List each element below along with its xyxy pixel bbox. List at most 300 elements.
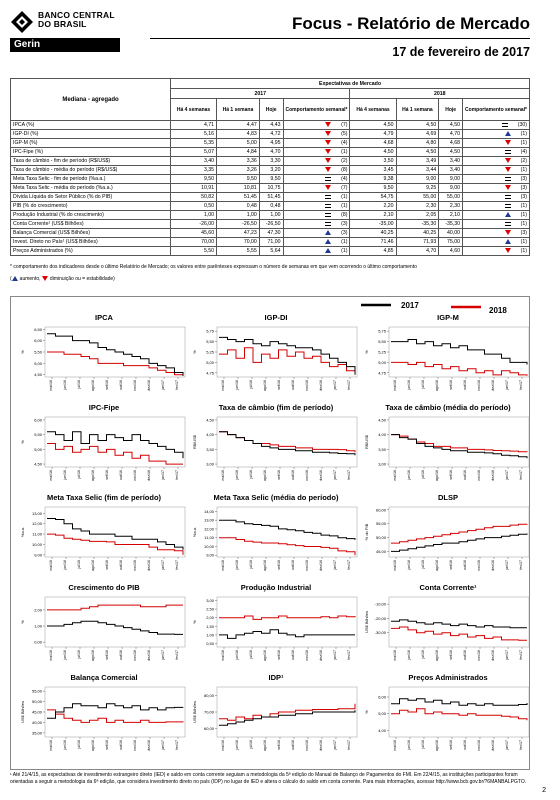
cell-2017: 1,00 [217,211,260,220]
cell-2017: 1,00 [171,211,217,220]
x-tick-label: jun/16 [63,560,67,570]
cell-2018: 4,50 [396,148,439,157]
x-tick-label: jan/17 [161,560,165,570]
x-tick-label: out/16 [463,650,467,660]
x-tick-label: set/16 [105,650,109,660]
expectations-table [10,78,530,256]
cell-2017: 3,30 [259,157,283,166]
plot-border [217,507,357,557]
y-tick-label: 50,00 [31,699,42,705]
y-tick-label: 6,00 [378,694,386,700]
x-tick-label: ago/16 [263,740,267,751]
cell-2017: 5,00 [217,139,260,148]
x-tick-label: out/16 [291,650,295,660]
chart-plot [191,323,361,399]
cell-2017: 4,83 [217,130,260,139]
chart-8 [363,493,533,581]
series-2017-line [219,710,355,725]
y-tick-label: 1,50 [206,623,214,629]
chart-7 [191,493,361,581]
cell-2017: -26,00 [171,220,217,229]
x-tick-label: mai/16 [49,560,53,571]
weeks-count: (4) [520,149,527,155]
row-label: Preços Administrados (%) [11,247,171,256]
y-tick-label: 35,00 [31,730,42,736]
cell-2017: 10,75 [259,184,283,193]
cell-2018: 9,00 [439,175,463,184]
median-header: Mediana - agregado [11,79,171,121]
cell-2017: 4,47 [217,121,260,130]
x-tick-label: out/16 [291,560,295,570]
cell-2018: 55,00 [396,193,439,202]
x-tick-label: nov/16 [477,470,481,481]
x-tick-label: jan/17 [333,470,337,480]
x-tick-label: set/16 [449,650,453,660]
cell-2018: 4,60 [439,247,463,256]
table-row [11,157,530,166]
cell-2018: 4,85 [350,247,396,256]
y-axis-label: % [20,440,25,444]
x-tick-label: fev/17 [175,560,179,570]
weeks-count: (1) [520,221,527,227]
col-behavior: Comportamento semanal* [283,99,350,121]
report-header [0,0,560,70]
cell-2018: 71,93 [396,238,439,247]
x-tick-label: dez/16 [491,740,495,751]
row-label: IPC-Fipe (%) [11,148,171,157]
y-axis-label: % [20,620,25,624]
chart-plot [363,683,533,759]
y-tick-label: 5,50 [206,339,214,345]
cell-2017: 47,30 [259,229,283,238]
cell-2017: 4,72 [259,130,283,139]
chart-title: DLSP [437,493,458,502]
y-tick-label: 11,00 [204,535,214,541]
chart-title: Taxa de câmbio (média do período) [385,403,511,412]
x-tick-label: jun/16 [235,470,239,480]
behavior-2018 [463,184,530,193]
series-2017-line [47,334,183,376]
page-number: 2 [542,787,546,794]
y-tick-label: 0,50 [206,641,214,647]
behavior-2018 [463,121,530,130]
chart-13 [191,673,361,761]
y-tick-label: 4,50 [34,372,42,378]
behavior-2018 [463,211,530,220]
chart-title: IPC-Fipe [88,403,120,412]
cell-2018: 4,69 [396,130,439,139]
plot-border [45,417,185,467]
x-tick-label: jan/17 [505,740,509,750]
x-tick-label: nov/16 [477,380,481,391]
y-axis-label: % [192,350,197,354]
cell-2018: 4,68 [439,139,463,148]
cell-2018: 3,40 [439,166,463,175]
down-triangle-icon [505,140,511,145]
x-tick-label: jan/17 [161,650,165,660]
x-tick-label: jun/16 [407,650,411,660]
down-triangle-icon [505,248,511,253]
x-tick-label: fev/17 [519,560,523,570]
series-2018-line [391,435,527,453]
weeks-count: (2) [520,158,527,164]
y-tick-label: 13,00 [31,510,42,516]
x-tick-label: out/16 [463,470,467,480]
weeks-count: (1) [341,149,348,155]
legend-up-label: aumento, [19,276,41,282]
cell-2017: 5,55 [217,247,260,256]
x-tick-label: mai/16 [393,470,397,481]
plot-border [389,417,529,467]
y-tick-label: 5,50 [34,432,42,438]
table-row [11,247,530,256]
report-date: 17 de fevereiro de 2017 [392,45,530,59]
y-tick-label: 4,75 [206,370,214,376]
chart-plot [363,593,533,669]
y-tick-label: 4,50 [206,417,214,423]
chart-title: IDP¹ [268,673,284,682]
y-tick-label: 70,00 [203,709,214,715]
x-tick-label: jul/16 [249,470,253,479]
equal-icon [505,195,511,199]
x-tick-label: set/16 [277,740,281,750]
y-tick-label: 5,00 [378,359,386,365]
chart-title: Produção Industrial [240,583,312,592]
behavior-2017 [283,148,350,157]
y-tick-label: 5,25 [206,349,214,355]
y-tick-label: 45,00 [375,548,386,554]
up-triangle-icon [325,230,331,235]
x-tick-label: mai/16 [49,740,53,751]
y-tick-label: 3,00 [206,461,214,467]
cell-2018: 54,75 [350,193,396,202]
y-tick-label: 3,00 [378,461,386,467]
y-tick-label: 10,00 [31,542,42,547]
y-tick-label: 3,00 [206,597,214,603]
x-tick-label: nov/16 [133,650,137,661]
behavior-2017 [283,139,350,148]
behavior-2017 [283,130,350,139]
cell-2017: 0,48 [259,202,283,211]
chart-title: Crescimento do PIB [68,583,140,592]
x-tick-label: out/16 [119,650,123,660]
y-tick-label: 11,00 [32,531,42,537]
x-tick-label: jul/16 [421,560,425,569]
cell-2018: 4,50 [439,148,463,157]
chart-plot [19,323,189,399]
x-tick-label: nov/16 [305,380,309,391]
x-tick-label: ago/16 [435,560,439,571]
x-tick-label: jun/16 [407,470,411,480]
y-tick-label: 4,50 [378,417,386,423]
y-tick-label: 9,00 [34,552,42,558]
x-tick-label: ago/16 [263,560,267,571]
equal-icon [325,177,331,181]
y-tick-label: 13,00 [203,517,214,523]
y-tick-label: 5,00 [34,360,42,366]
weeks-count: (7) [341,122,348,128]
table-row [11,139,530,148]
x-tick-label: out/16 [119,470,123,480]
weeks-count: (1) [341,203,348,209]
cell-2018: 55,00 [439,193,463,202]
x-tick-label: out/16 [291,740,295,750]
x-tick-label: nov/16 [477,560,481,571]
col-4-weeks: Há 4 semanas [350,99,396,121]
chart-title: Meta Taxa Selic (média do período) [213,493,339,502]
x-tick-label: set/16 [277,650,281,660]
weeks-count: (1) [520,212,527,218]
weeks-count: (1) [520,167,527,173]
x-tick-label: nov/16 [133,470,137,481]
weeks-count: (30) [517,122,527,128]
x-tick-label: fev/17 [347,740,351,750]
y-axis-label: US$ Bilhões [20,700,25,724]
cell-2017: 3,36 [217,157,260,166]
table-note: * comportamento dos indicadores desde o último Relatório de Mercado; os valores entre parênteses expressam o número de semanas em que vem ocorrendo o último comportamento [10,264,417,270]
x-tick-label: mai/16 [49,650,53,661]
x-tick-label: jan/17 [505,650,509,660]
plot-border [45,687,185,737]
cell-2017: 50,82 [171,193,217,202]
cell-2017: 4,84 [217,148,260,157]
x-tick-label: dez/16 [319,380,323,391]
x-tick-label: jun/16 [63,740,67,750]
x-tick-label: set/16 [449,380,453,390]
series-2018-line [391,362,527,375]
cell-2017: 4,95 [259,139,283,148]
weeks-count: (3) [341,221,348,227]
down-triangle-icon [325,185,331,190]
table-row [11,238,530,247]
cell-2017: 71,00 [259,238,283,247]
weeks-count: (3) [520,194,527,200]
x-tick-label: set/16 [277,380,281,390]
down-triangle-icon [42,276,48,281]
chart-14 [363,673,533,761]
row-label: Produção Industrial (% do crescimento) [11,211,171,220]
row-label: IGP-M (%) [11,139,171,148]
chart-title: Meta Taxa Selic (fim de período) [46,493,162,502]
x-tick-label: dez/16 [147,380,151,391]
x-tick-label: set/16 [105,740,109,750]
x-tick-label: jul/16 [77,740,81,749]
cell-2018: 4,50 [350,148,396,157]
series-2018-line [391,709,527,721]
cell-2017: 5,16 [171,130,217,139]
series-2017-line [391,534,527,552]
cell-2018: 40,25 [350,229,396,238]
behavior-2017 [283,211,350,220]
behavior-2018 [463,175,530,184]
up-triangle-icon [505,239,511,244]
chart-5 [363,403,533,491]
cell-2017: 3,35 [171,166,217,175]
y-tick-label: 2,00 [34,607,42,613]
behavior-2017 [283,166,350,175]
chart-plot [19,683,189,759]
series-2018-line [47,710,183,723]
up-triangle-icon [325,248,331,253]
table-row [11,202,530,211]
cell-2017: 4,70 [259,148,283,157]
cell-2018: 40,00 [439,229,463,238]
behavior-2017 [283,220,350,229]
x-tick-label: set/16 [277,560,281,570]
behavior-2018 [463,139,530,148]
series-2017-line [47,621,183,634]
row-label: Meta Taxa Selic - fim de período (%a.a.) [11,175,171,184]
up-triangle-icon [325,239,331,244]
y-tick-label: 40,00 [31,719,42,725]
table-row [11,211,530,220]
x-tick-label: ago/16 [435,380,439,391]
y-axis-label: %a.a. [20,526,25,538]
x-tick-label: jul/16 [77,470,81,479]
x-tick-label: jul/16 [249,650,253,659]
title-divider [150,38,530,39]
cell-2017: 5,64 [259,247,283,256]
cell-2018: 2,10 [439,211,463,220]
legend-2018-label: 2018 [489,306,507,315]
cell-2018: 3,45 [350,166,396,175]
equal-icon [505,177,511,181]
chart-plot [191,593,361,669]
x-tick-label: set/16 [277,470,281,480]
weeks-count: (3) [341,230,348,236]
x-tick-label: dez/16 [319,470,323,481]
cell-2018: 4,50 [396,121,439,130]
bank-name-line1: BANCO CENTRAL [38,10,115,20]
behavior-2018 [463,238,530,247]
cell-2018: 2,10 [350,211,396,220]
cell-2018: -35,30 [439,220,463,229]
chart-title: IPCA [95,313,113,322]
down-triangle-icon [325,140,331,145]
x-tick-label: set/16 [105,560,109,570]
y-tick-label: -20,00 [374,615,386,621]
footnote: ¹ Até 21/4/15, as expectativas de investimento estrangeiro direto (IED) e saldo em conta corrente seguiam a metodologia da 5ª edição do Manual de Balanço de Pagamentos do FMI. Em 22/4/15, as instituições participantes foram orientadas a seguir a metodologia da 6ª edição, que considera investimento direto no país (IDP) no lugar de IED e altera o cálculo do saldo em conta corrente. Para mais informações, acessar http://www.bcb.gov.br/?6MANBALPGTO. [10,772,527,785]
y-axis-label: R$/US$ [192,434,197,450]
cell-2018: 4,79 [350,130,396,139]
cell-2017: -26,50 [217,220,260,229]
x-tick-label: ago/16 [91,380,95,391]
chart-title: Taxa de câmbio (fim de período) [218,403,334,412]
down-triangle-icon [505,185,511,190]
y-axis-label: % [364,710,369,714]
cell-2017: 5,07 [171,148,217,157]
cell-2018: 3,49 [396,157,439,166]
behavior-2017 [283,184,350,193]
chart-plot [191,413,361,489]
table-row [11,166,530,175]
row-label: Invest. Direto no País¹ (US$ Bilhões) [11,238,171,247]
equal-icon [325,222,331,226]
chart-plot [19,503,189,579]
chart-12 [19,673,189,761]
weeks-count: (3) [520,176,527,182]
y-tick-label: 5,50 [378,339,386,345]
cell-2018: -35,00 [350,220,396,229]
cell-2018: 3,50 [350,157,396,166]
equal-icon [502,123,508,127]
cell-2017: 0,50 [171,202,217,211]
table-row [11,220,530,229]
x-tick-label: dez/16 [319,560,323,571]
x-tick-label: mai/16 [49,380,53,391]
x-tick-label: jul/16 [249,560,253,569]
x-tick-label: nov/16 [305,470,309,481]
row-label: Meta Taxa Selic - média do período (%a.a.) [11,184,171,193]
y-tick-label: 5,75 [378,328,386,334]
chart-plot [363,413,533,489]
cell-2017: 70,00 [171,238,217,247]
row-label: Balança Comercial (US$ Bilhões) [11,229,171,238]
x-tick-label: set/16 [105,470,109,480]
cell-2018: 75,00 [439,238,463,247]
x-tick-label: fev/17 [519,650,523,660]
behavior-2017 [283,121,350,130]
y-axis-label: %a.a. [192,526,197,538]
legend-eq-label: = estabilidade) [82,276,115,282]
x-tick-label: out/16 [119,560,123,570]
equal-icon [505,222,511,226]
y-axis-label: R$/US$ [364,434,369,450]
y-axis-label: US$ Bilhões [192,700,197,724]
weeks-count: (1) [341,248,348,254]
x-tick-label: fev/17 [519,470,523,480]
cell-2018: 4,50 [439,121,463,130]
weeks-count: (4) [341,140,348,146]
x-tick-label: ago/16 [263,380,267,391]
x-tick-label: mai/16 [221,470,225,481]
series-2017-line [47,519,183,550]
cell-2018: 9,38 [350,175,396,184]
cell-2018: 40,25 [396,229,439,238]
y-tick-label: 50,00 [375,535,386,541]
y-tick-label: 0,00 [34,639,42,645]
series-2017-line [219,520,355,540]
x-tick-label: jan/17 [333,380,337,390]
cell-2017: 3,26 [217,166,260,175]
up-triangle-icon [505,131,511,136]
x-tick-label: jan/17 [505,470,509,480]
x-tick-label: set/16 [449,560,453,570]
cell-2018: 9,00 [396,175,439,184]
x-tick-label: jan/17 [161,380,165,390]
cell-2018: 9,00 [439,184,463,193]
x-tick-label: jul/16 [249,740,253,749]
department-label: Gerin [10,38,120,52]
cell-2017: 0,48 [217,202,260,211]
y-tick-label: 4,00 [378,432,386,438]
x-tick-label: dez/16 [491,470,495,481]
down-triangle-icon [325,158,331,163]
x-tick-label: dez/16 [319,650,323,661]
page-title: Focus - Relatório de Mercado [291,14,530,33]
x-tick-label: dez/16 [491,380,495,391]
chart-3 [19,403,189,491]
row-label: Dívida Líquida do Setor Público (% do PIB) [11,193,171,202]
behavior-2018 [463,229,530,238]
x-tick-label: jan/17 [505,560,509,570]
x-tick-label: jul/16 [421,650,425,659]
series-2017-line [391,340,527,365]
cell-2018: 9,50 [350,184,396,193]
y-tick-label: 60,00 [375,507,386,513]
behavior-2018 [463,220,530,229]
cell-2017: 10,91 [171,184,217,193]
